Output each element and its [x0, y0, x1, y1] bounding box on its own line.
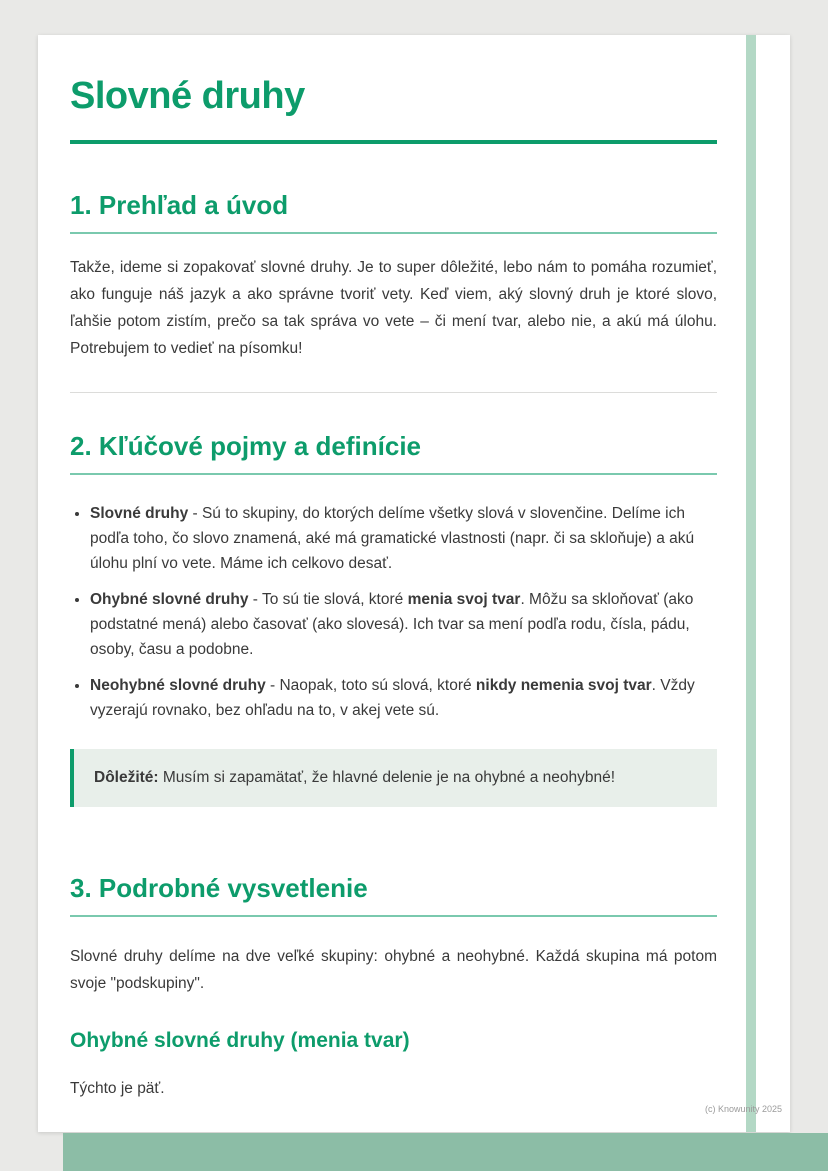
emphasis-phrase: menia svoj tvar: [407, 591, 521, 608]
term-definition: - Sú to skupiny, do ktorých delíme všetky slová v slovenčine. Delíme ich podľa toho, čo slovo znamená, aké má gramatické vlastnosti (napr. či sa skloňuje) a akú úlohu plní vo vete. Máme ich celkovo desať.: [90, 505, 695, 572]
term-definition: - Naopak, toto sú slová, ktoré: [265, 677, 476, 694]
definitions-list: [70, 501, 717, 723]
page-edge-stripe: [746, 35, 756, 1132]
document-page: [38, 35, 790, 1132]
next-page-band: [63, 1133, 828, 1171]
important-callout: [70, 749, 717, 807]
list-item-ohybne: [90, 587, 717, 662]
subsection-heading-ohybne: Ohybné slovné druhy (menia tvar): [70, 1029, 410, 1052]
section-3-paragraph: Slovné druhy delíme na dve veľké skupiny: ohybné a neohybné. Každá skupina má potom svoje "podskupiny".: [70, 948, 717, 992]
footer-credit: (c) Knowunity 2025: [704, 1104, 782, 1114]
callout-label: Dôležité:: [94, 769, 159, 786]
subsection-paragraph: Týchto je päť.: [70, 1080, 165, 1097]
list-item-neohybne: [90, 673, 717, 723]
section-heading-3: 3. Podrobné vysvetlenie: [70, 873, 717, 917]
term-definition: . Môžu sa skloňovať (ako podstatné mená) alebo časovať (ako slovesá). Ich tvar sa mení podľa rodu, čísla, pádu, osoby, času a podobne.: [90, 591, 694, 658]
title-rule: [70, 140, 717, 144]
section-heading-1: 1. Prehľad a úvod: [70, 190, 717, 234]
term-label: Slovné druhy: [90, 505, 189, 522]
term-definition: . Vždy vyzerajú rovnako, bez ohľadu na to, v akej vete sú.: [90, 677, 695, 719]
emphasis-phrase: nikdy nemenia svoj tvar: [475, 677, 652, 694]
section-1-paragraph: Takže, ideme si zopakovať slovné druhy. Je to super dôležité, lebo nám to pomáha rozumieť, ako funguje náš jazyk a ako správne tvoriť vety. Keď viem, aký slovný druh je ktoré slovo, ľahšie potom zistím, prečo sa tak správa vo vete – či mení tvar, alebo nie, a akú má úlohu. Potrebujem to vedieť na písomku!: [70, 259, 717, 357]
callout-text: Musím si zapamätať, že hlavné delenie je na ohybné a neohybné!: [158, 769, 616, 786]
page-content: [70, 35, 717, 1102]
term-label: Neohybné slovné druhy: [90, 677, 266, 694]
page-title: Slovné druhy: [70, 75, 305, 117]
term-definition: - To sú tie slová, ktoré: [248, 591, 408, 608]
list-item-slovne-druhy: [90, 501, 717, 576]
term-label: Ohybné slovné druhy: [90, 591, 249, 608]
section-divider: [70, 392, 717, 393]
section-heading-2: 2. Kľúčové pojmy a definície: [70, 431, 717, 475]
